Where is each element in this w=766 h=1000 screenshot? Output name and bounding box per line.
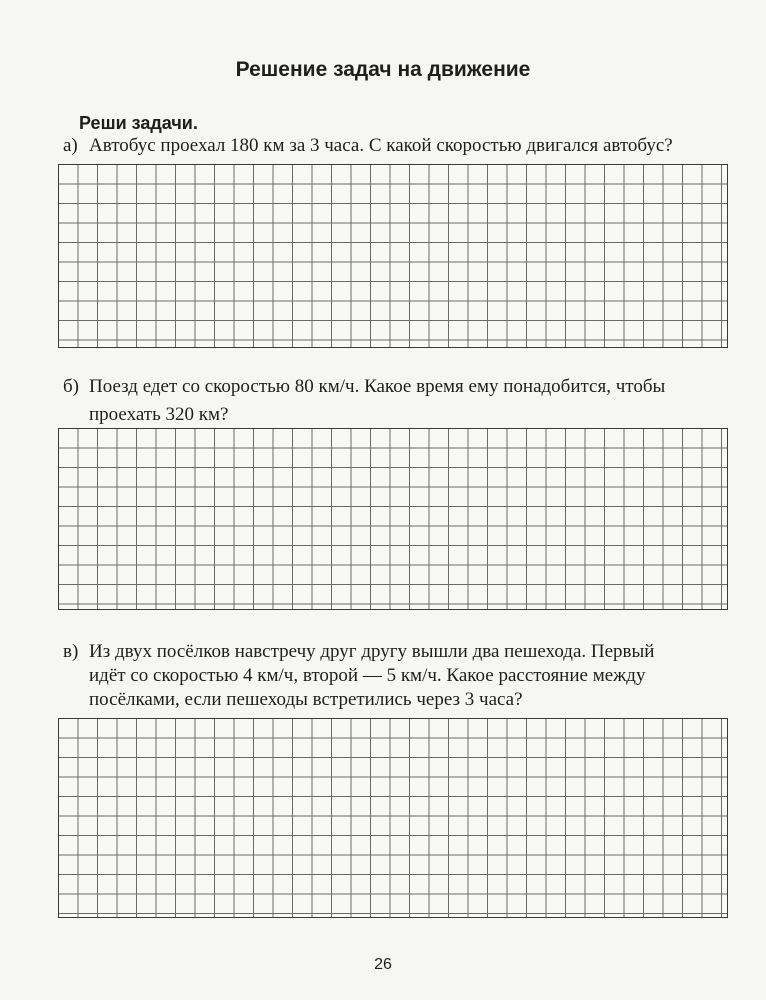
- task-a-text-line-1: Автобус проехал 180 км за 3 часа. С какой скоростью двигался автобус?: [89, 135, 673, 156]
- task-b-marker: б): [63, 376, 79, 397]
- task-b-text-line-1: Поезд едет со скоростью 80 км/ч. Какое время ему понадобится, чтобы: [89, 376, 666, 397]
- instruction: Реши задачи.: [79, 113, 198, 133]
- answer-grid-a[interactable]: [58, 164, 728, 348]
- task-c-text-line-3: посёлками, если пешеходы встретились через 3 часа?: [89, 689, 523, 710]
- task-a: [63, 134, 743, 160]
- task-b: [63, 375, 743, 429]
- task-b-text-line-2: проехать 320 км?: [89, 404, 229, 425]
- task-c-marker: в): [63, 641, 79, 662]
- answer-grid-c[interactable]: [58, 718, 728, 918]
- task-c: [63, 640, 743, 722]
- page-title: Решение задач на движение: [235, 58, 531, 81]
- task-c-text-line-1: Из двух посёлков навстречу друг другу вышли два пешехода. Первый: [89, 641, 655, 662]
- answer-grid-b[interactable]: [58, 428, 728, 610]
- page-number: 26: [374, 956, 392, 973]
- task-c-text-line-2: идёт со скоростью 4 км/ч, второй — 5 км/ч. Какое расстояние между: [89, 665, 646, 686]
- task-a-marker: а): [63, 135, 78, 156]
